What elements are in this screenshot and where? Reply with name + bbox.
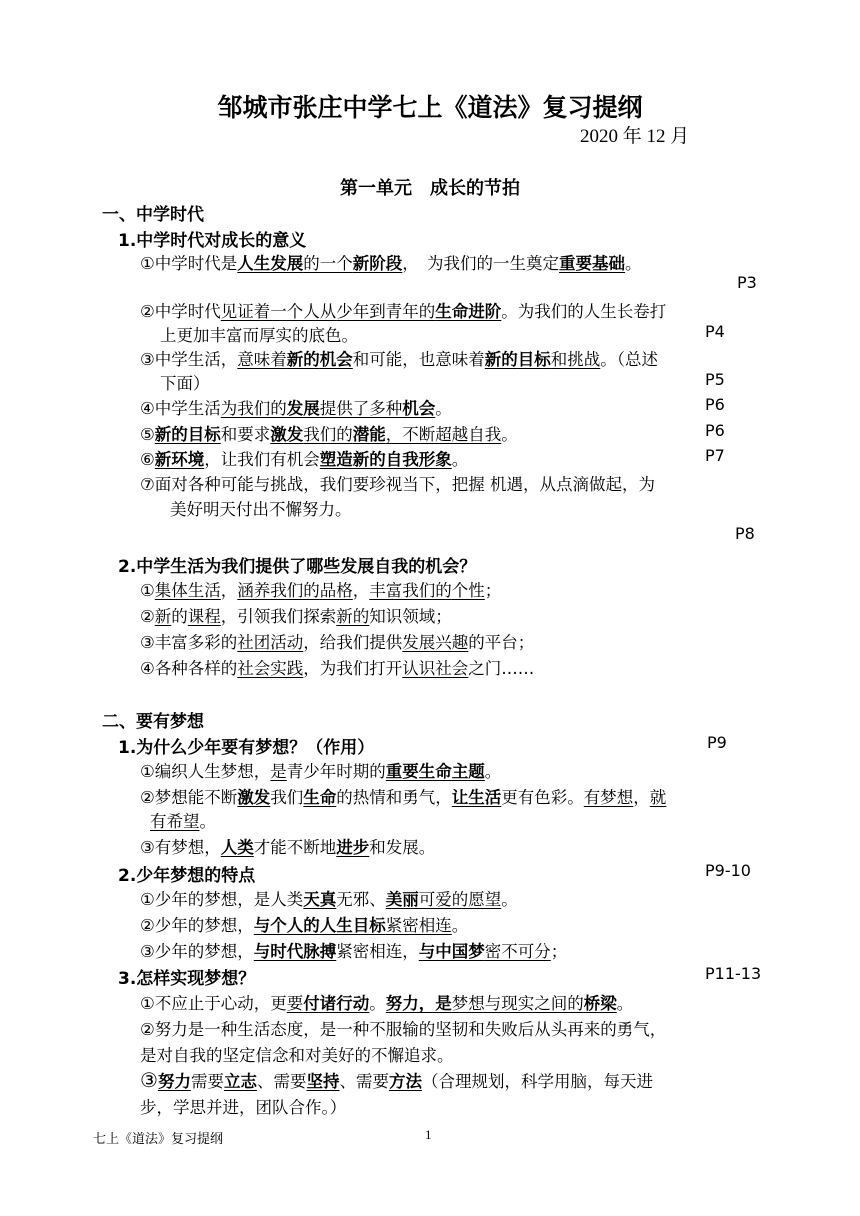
list-item: ①不应止于心动，更要付诸行动。努力，是梦想与现实之间的桥梁。 — [140, 994, 634, 1013]
list-item: ③有梦想，人类才能不断地进步和发展。 — [140, 838, 436, 857]
list-item: ⑥新环境，让我们有机会塑造新的自我形象。 — [140, 450, 469, 469]
question-title: 2.中学生活为我们提供了哪些发展自我的机会？ — [118, 557, 477, 577]
list-item: ①集体生活，涵养我们的品格，丰富我们的个性； — [140, 581, 502, 600]
page-ref: P9 — [707, 733, 727, 752]
list-item: ①少年的梦想，是人类天真无邪、美丽可爱的愿望。 — [140, 890, 518, 909]
list-item: ②少年的梦想，与个人的人生目标紧密相连。 — [140, 916, 469, 935]
section-heading-2: 二、要有梦想 — [102, 712, 204, 732]
page-ref: P5 — [705, 370, 725, 389]
page-ref: P7 — [705, 446, 725, 465]
list-item: ③丰富多彩的社团活动，给我们提供发展兴趣的平台； — [140, 633, 535, 652]
list-item: ④各种各样的社会实践，为我们打开认识社会之门…… — [140, 659, 535, 678]
page-ref: P6 — [705, 421, 725, 440]
page-ref: P8 — [735, 524, 755, 543]
list-item: ②努力是一种生活态度，是一种不服输的坚韧和失败后从头再来的勇气， — [140, 1020, 667, 1039]
list-item: ①中学时代是人生发展的一个新阶段， 为我们的一生奠定重要基础。 — [140, 254, 642, 273]
question-title: 3.怎样实现梦想？ — [118, 969, 256, 989]
list-item: ①编织人生梦想，是青少年时期的重要生命主题。 — [140, 762, 502, 781]
list-item: ②梦想能不断激发我们生命的热情和勇气，让生活更有色彩。有梦想，就 — [140, 788, 667, 807]
list-item: ④中学生活为我们的发展提供了多种机会。 — [140, 399, 452, 418]
list-item: ③中学生活，意味着新的机会和可能，也意味着新的目标和挑战。（总述 — [140, 350, 659, 369]
question-title: 2.少年梦想的特点 — [118, 866, 256, 886]
page-ref: P6 — [705, 395, 725, 414]
list-item-continuation: 是对自我的坚定信念和对美好的不懈追求。 — [140, 1046, 454, 1065]
unit-title: 第一单元 成长的节拍 — [340, 178, 520, 199]
document-title: 邹城市张庄中学七上《道法》复习提纲 — [217, 93, 643, 122]
list-item-continuation: 步，学思并进，团队合作。） — [140, 1098, 347, 1117]
document-date: 2020 年 12 月 — [580, 126, 690, 147]
page-ref: P11-13 — [705, 964, 762, 983]
list-item: ⑦面对各种可能与挑战，我们要珍视当下，把握 机遇，从点滴做起，为 — [140, 475, 656, 494]
list-item: ②中学时代见证着一个人从少年到青年的生命进阶。为我们的人生长卷打 — [140, 302, 667, 321]
list-item-continuation: 上更加丰富而厚实的底色。 — [160, 326, 358, 345]
footer-label: 七上《道法》复习提纲 — [93, 1131, 224, 1146]
page-number: 1 — [425, 1127, 432, 1142]
section-heading-1: 一、中学时代 — [102, 205, 204, 225]
page-ref: P4 — [705, 322, 725, 341]
list-item: ⑤新的目标和要求激发我们的潜能，不断超越自我。 — [140, 425, 518, 444]
list-item: ②新的课程，引领我们探索新的知识领域； — [140, 607, 452, 626]
list-item-continuation: 下面） — [160, 374, 210, 393]
list-item: ③努力需要立志、需要坚持、需要方法（合理规划，科学用脑，每天进 — [140, 1068, 653, 1092]
list-item-continuation: 美好明天付出不懈努力。 — [170, 500, 352, 519]
page-ref: P3 — [737, 273, 757, 292]
list-item-continuation: 有希望。 — [150, 812, 216, 831]
question-title: 1.中学时代对成长的意义 — [118, 231, 307, 251]
page-ref: P9-10 — [705, 861, 751, 880]
question-title: 1.为什么少年要有梦想？（作用） — [118, 738, 375, 758]
list-item: ③少年的梦想，与时代脉搏紧密相连，与中国梦密不可分； — [140, 942, 568, 961]
